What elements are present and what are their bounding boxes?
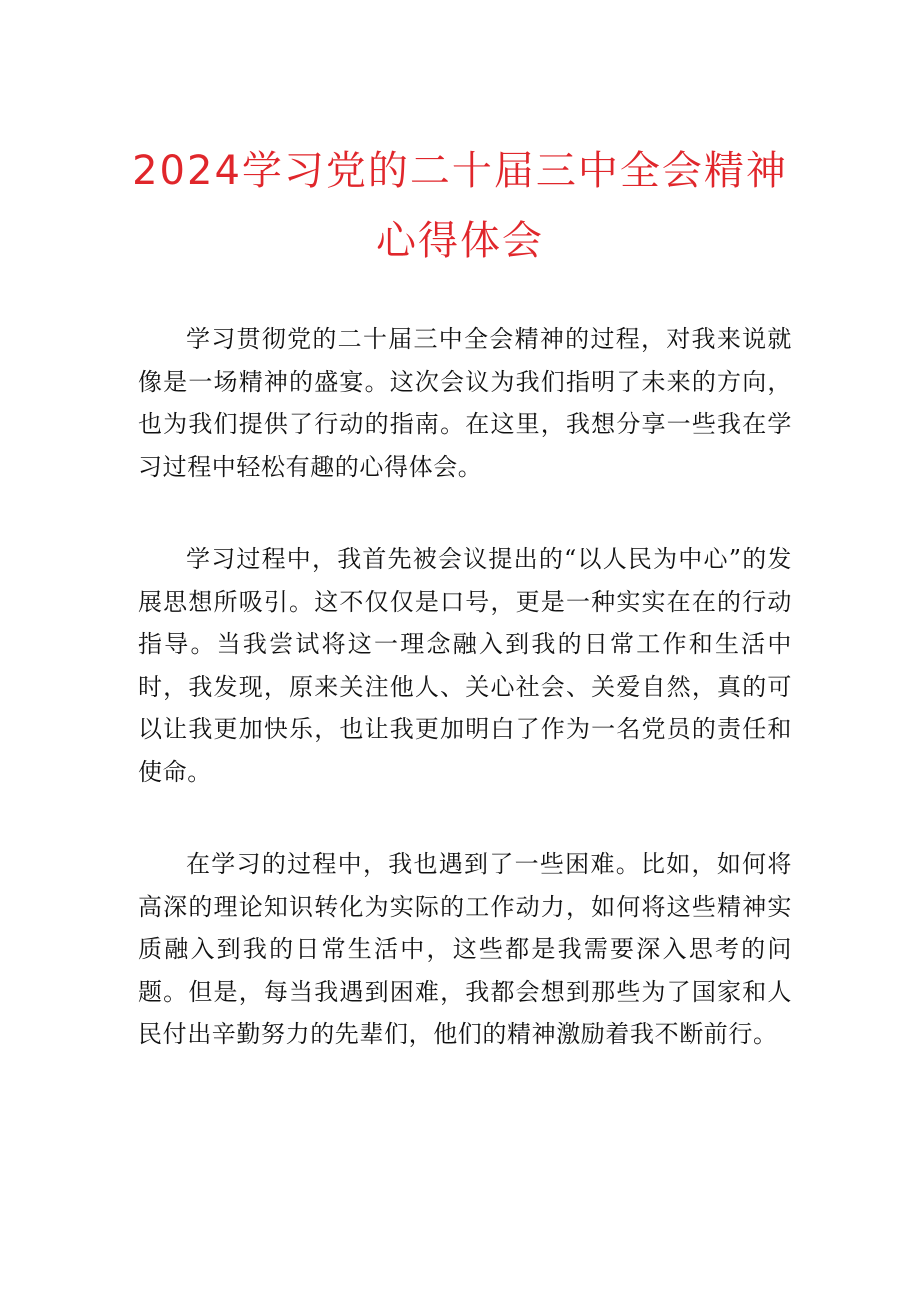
paragraph-3: 在学习的过程中，我也遇到了一些困难。比如，如何将高深的理论知识转化为实际的工作动力，如何将这些精神实质融入到我的日常生活中，这些都是我需要深入思考的问题。但是，每当我遇到困难，我都会想到那些为了国家和人民付出辛勤努力的先辈们，他们的精神激励着我不断前行。: [138, 850, 792, 1048]
title-line-1: 2024学习党的二十届三中全会精神: [132, 148, 788, 194]
document-title: [0, 136, 920, 276]
title-line-2: 心得体会: [376, 218, 544, 264]
document-body: [138, 318, 792, 1106]
paragraph-1: 学习贯彻党的二十届三中全会精神的过程，对我来说就像是一场精神的盛宴。这次会议为我们指明了未来的方向，也为我们提供了行动的指南。在这里，我想分享一些我在学习过程中轻松有趣的心得体会。: [138, 325, 792, 481]
paragraph-2: 学习过程中，我首先被会议提出的“以人民为中心”的发展思想所吸引。这不仅仅是口号，更是一种实实在在的行动指导。当我尝试将这一理念融入到我的日常工作和生活中时，我发现，原来关注他人、关心社会、关爱自然，真的可以让我更加快乐，也让我更加明白了作为一名党员的责任和使命。: [138, 545, 792, 786]
